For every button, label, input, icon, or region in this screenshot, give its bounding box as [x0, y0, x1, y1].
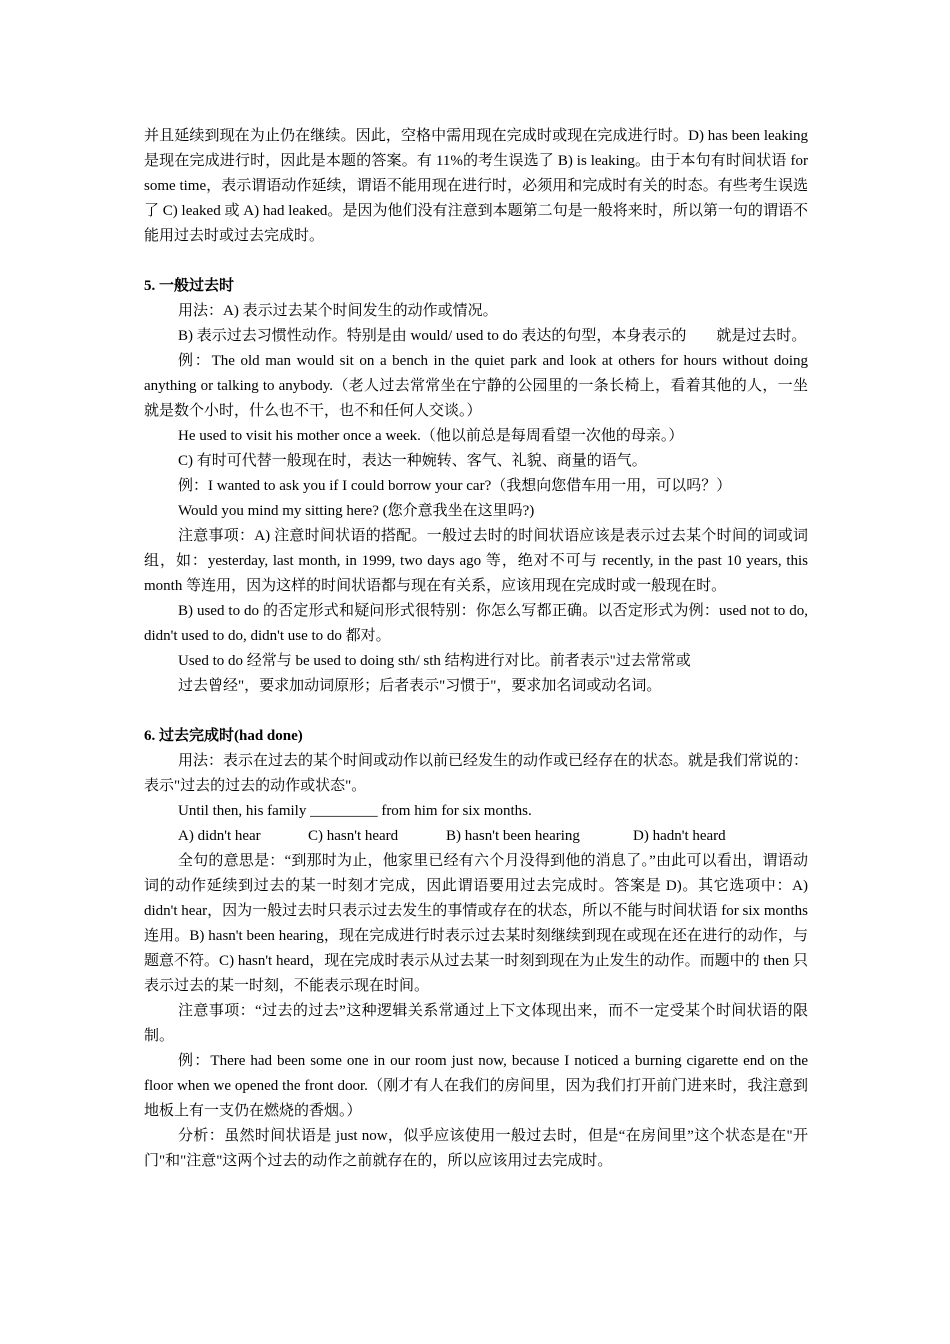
section-5-note-b: B) used to do 的否定形式和疑问形式很特别：你怎么写都正确。以否定形式为例：used not to do, didn't used to do, didn't use to do 都对。 — [144, 603, 808, 644]
section-5-usage-b: B) 表示过去习惯性动作。特别是由 would/ used to do 表达的句型，本身表示的 就是过去时。 — [178, 328, 807, 344]
section-6-explanation: 全句的意思是：“到那时为止，他家里已经有六个月没得到他的消息了。”由此可以看出，谓语动词的动作延续到过去的某一时刻才完成，因此谓语要用过去完成时。答案是 D)。其它选项中：A) didn't hear，因为一般过去时只表示过去发生的事情或存在的状态，所以不能与时间状语 for six months 连用。B) hasn't been hearing，现在完成进行时表示过去某时刻继续到现在或现在还在进行的动作，与题意不符。C) hasn't heard，现在完成时表示从过去某一时刻到现在为止发生的动作。而题中的 then 只表示过去的某一时刻，不能表示现在时间。 — [144, 853, 808, 994]
choice-d: D) hadn't heard — [633, 828, 726, 844]
section-6-choices — [144, 824, 808, 849]
section-5-example-2: He used to visit his mother once a week.（他以前总是每周看望一次他的母亲。） — [178, 428, 684, 444]
section-5-usage-a: 用法：A) 表示过去某个时间发生的动作或情况。 — [178, 303, 498, 319]
choice-c: C) hasn't heard — [308, 828, 399, 844]
section-5-note-c-line-2: 过去曾经"，要求加动词原形；后者表示"习惯于"，要求加名词或动名词。 — [178, 678, 662, 694]
intro-paragraph: 并且延续到现在为止仍在继续。因此，空格中需用现在完成时或现在完成进行时。D) has been leaking 是现在完成进行时，因此是本题的答案。有 11%的考生误选了 B) is leaking。由于本句有时间状语 for some time，表示谓语动作延续，谓语不能用现在进行时，必须用和完成时有关的时态。有些考生误选了 C) leaked 或 A) had leaked。是因为他们没有注意到本题第二句是一般将来时，所以第一句的谓语不能用过去时或过去完成时。 — [144, 128, 808, 244]
section-5-example-4: Would you mind my sitting here? (您介意我坐在这里吗?) — [178, 503, 535, 519]
section-5-usage-c: C) 有时可代替一般现在时，表达一种婉转、客气、礼貌、商量的语气。 — [178, 453, 647, 469]
section-5-example-3: 例：I wanted to ask you if I could borrow your car?（我想向您借车用一用，可以吗？） — [178, 478, 732, 494]
document-page — [144, 124, 808, 1174]
section-6-analysis: 分析：虽然时间状语是 just now，似乎应该使用一般过去时，但是“在房间里”这个状态是在"开门"和"注意"这两个过去的动作之前就存在的，所以应该用过去完成时。 — [144, 1128, 808, 1169]
section-6-usage: 用法：表示在过去的某个时间或动作以前已经发生的动作或已经存在的状态。就是我们常说的：表示"过去的过去的动作或状态"。 — [144, 753, 809, 794]
choice-b: B) hasn't been hearing — [446, 828, 580, 844]
section-5-note-c-line-1: Used to do 经常与 be used to doing sth/ sth 结构进行对比。前者表示"过去常常或 — [178, 653, 691, 669]
section-5-note-a: 注意事项：A) 注意时间状语的搭配。一般过去时的时间状语应该是表示过去某个时间的词或词组，如：yesterday, last month, in 1999, two days ago 等，绝对不可与 recently, in the past 10 years, this month 等连用，因为这样的时间状语都与现在有关系，应该用现在完成时或一般现在时。 — [144, 528, 808, 594]
choice-a: A) didn't hear — [178, 828, 261, 844]
section-6-heading: 6. 过去完成时(had done) — [144, 728, 303, 744]
section-6-question: Until then, his family _________ from him for six months. — [178, 803, 532, 819]
section-6-example: 例：There had been some one in our room just now, because I noticed a burning cigarette end on the floor when we opened the front door.（刚才有人在我们的房间里，因为我们打开前门进来时，我注意到地板上有一支仍在燃烧的香烟。） — [144, 1053, 808, 1119]
section-5-example-1: 例：The old man would sit on a bench in the quiet park and look at others for hours without doing anything or talking to anybody.（老人过去常常坐在宁静的公园里的一条长椅上，看着其他的人，一坐就是数个小时，什么也不干，也不和任何人交谈。） — [144, 353, 808, 419]
section-6-note: 注意事项：“过去的过去”这种逻辑关系常通过上下文体现出来，而不一定受某个时间状语的限制。 — [144, 1003, 808, 1044]
section-5-heading: 5. 一般过去时 — [144, 278, 235, 294]
